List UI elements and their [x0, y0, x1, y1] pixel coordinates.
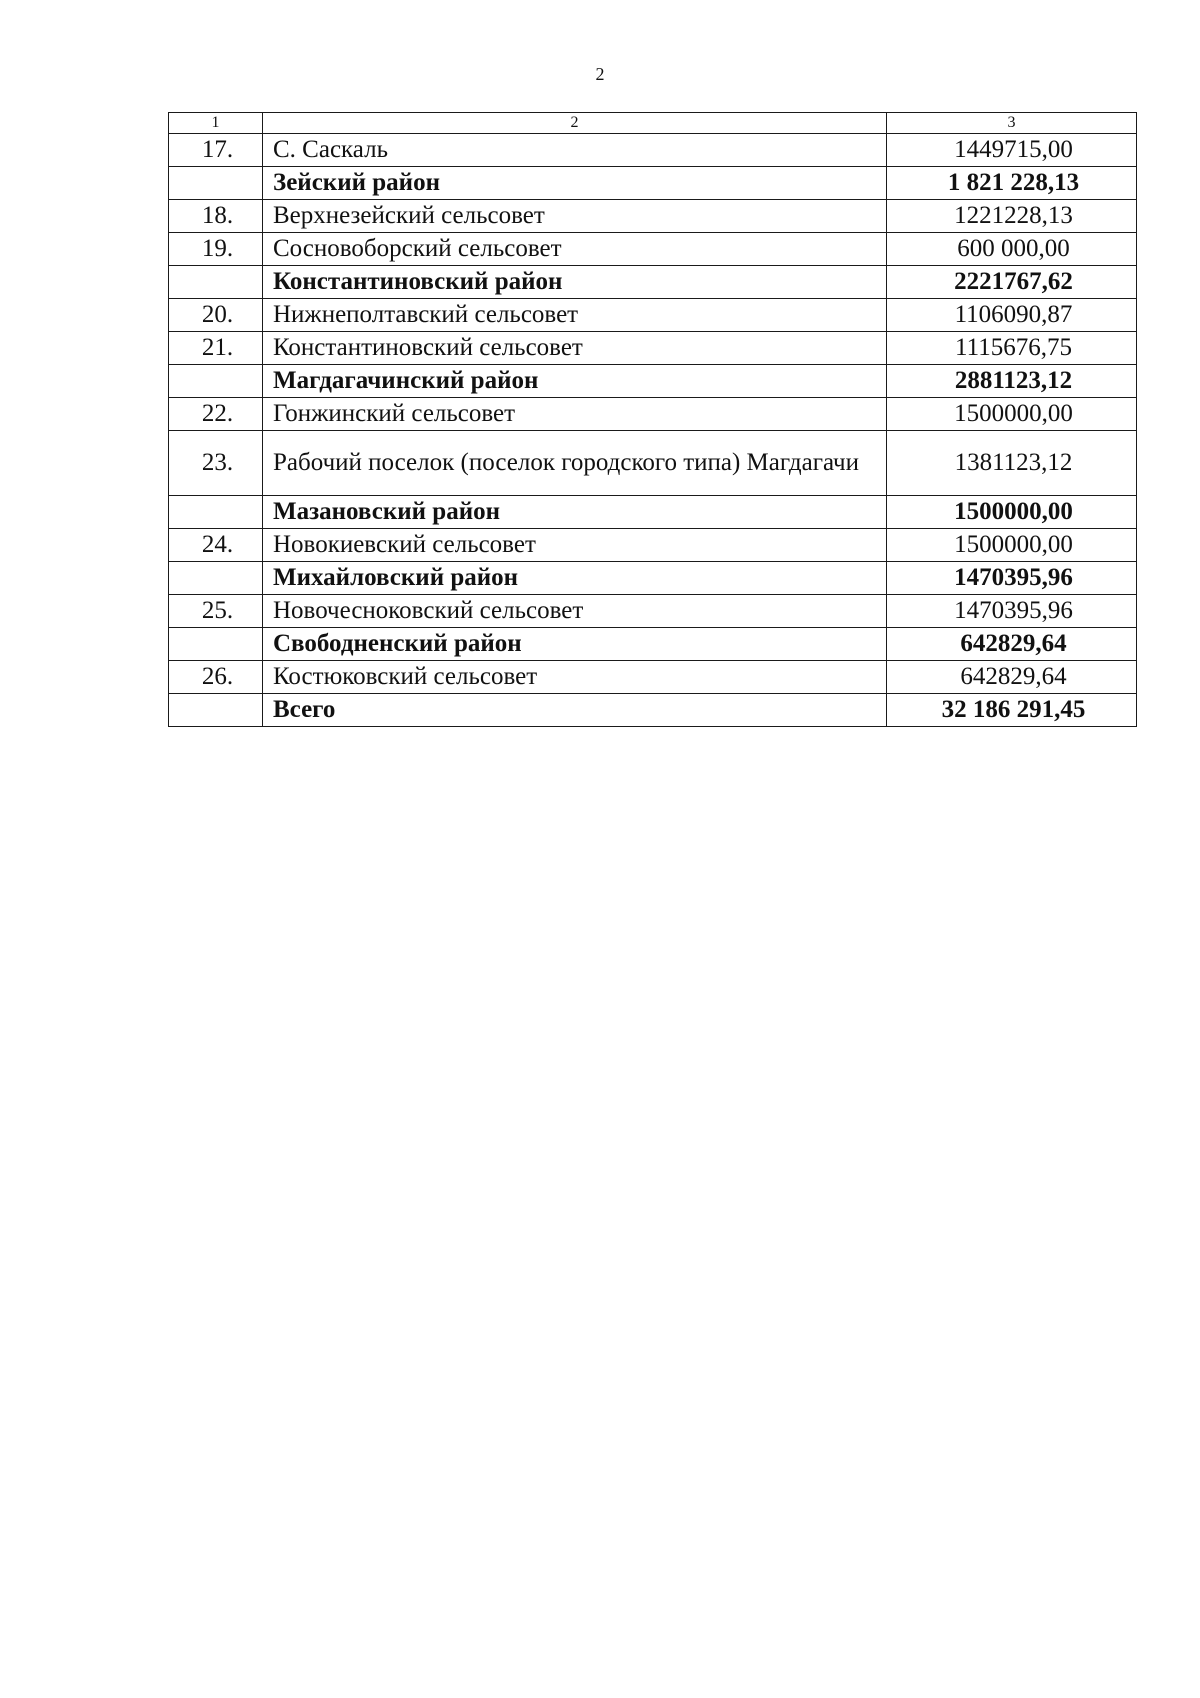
row-amount: 642829,64	[887, 661, 1137, 694]
row-number: 18.	[169, 200, 263, 233]
table-row	[169, 529, 1137, 562]
table-row-subtotal	[169, 628, 1137, 661]
allocation-table	[168, 112, 1137, 727]
row-number	[169, 496, 263, 529]
table-row	[169, 233, 1137, 266]
table-row	[169, 200, 1137, 233]
row-number: 25.	[169, 595, 263, 628]
row-name: Зейский район	[263, 167, 887, 200]
column-header-amount: 3	[887, 113, 1137, 134]
row-name: Гонжинский сельсовет	[263, 398, 887, 431]
row-amount: 1500000,00	[887, 398, 1137, 431]
row-number	[169, 266, 263, 299]
table-row	[169, 431, 1137, 496]
table-body	[169, 113, 1137, 727]
column-header-number: 1	[169, 113, 263, 134]
row-number: 22.	[169, 398, 263, 431]
row-name: Всего	[263, 694, 887, 727]
table-row	[169, 134, 1137, 167]
row-number: 26.	[169, 661, 263, 694]
row-number: 23.	[169, 431, 263, 496]
row-name: Нижнеполтавский сельсовет	[263, 299, 887, 332]
row-number: 24.	[169, 529, 263, 562]
row-amount: 1470395,96	[887, 595, 1137, 628]
table-row	[169, 299, 1137, 332]
row-amount: 1500000,00	[887, 496, 1137, 529]
row-number	[169, 365, 263, 398]
table-row	[169, 661, 1137, 694]
row-amount: 1115676,75	[887, 332, 1137, 365]
row-name: Магдагачинский район	[263, 365, 887, 398]
row-name: Верхнезейский сельсовет	[263, 200, 887, 233]
table-row-subtotal	[169, 365, 1137, 398]
row-name: Рабочий поселок (поселок городского типа) Магдагачи	[263, 431, 887, 496]
page-number: 2	[595, 64, 605, 84]
row-number: 21.	[169, 332, 263, 365]
table-row-subtotal	[169, 167, 1137, 200]
row-name: Костюковский сельсовет	[263, 661, 887, 694]
table-row	[169, 332, 1137, 365]
row-number	[169, 562, 263, 595]
row-amount: 1500000,00	[887, 529, 1137, 562]
row-amount: 600 000,00	[887, 233, 1137, 266]
row-amount: 1470395,96	[887, 562, 1137, 595]
table-header-row	[169, 113, 1137, 134]
row-number: 20.	[169, 299, 263, 332]
row-amount: 32 186 291,45	[887, 694, 1137, 727]
row-name: Свободненский район	[263, 628, 887, 661]
row-amount: 1449715,00	[887, 134, 1137, 167]
row-amount: 1221228,13	[887, 200, 1137, 233]
row-amount: 642829,64	[887, 628, 1137, 661]
row-number	[169, 694, 263, 727]
table-row-subtotal	[169, 562, 1137, 595]
row-number: 19.	[169, 233, 263, 266]
row-name: Новочесноковский сельсовет	[263, 595, 887, 628]
row-amount: 1106090,87	[887, 299, 1137, 332]
row-name: Константиновский район	[263, 266, 887, 299]
row-amount: 1 821 228,13	[887, 167, 1137, 200]
table-row	[169, 398, 1137, 431]
row-number	[169, 167, 263, 200]
row-name: Мазановский район	[263, 496, 887, 529]
row-name: Сосновоборский сельсовет	[263, 233, 887, 266]
row-name: Константиновский сельсовет	[263, 332, 887, 365]
table-row-subtotal	[169, 694, 1137, 727]
row-amount: 2221767,62	[887, 266, 1137, 299]
row-name: Новокиевский сельсовет	[263, 529, 887, 562]
row-number	[169, 628, 263, 661]
row-name: С. Саскаль	[263, 134, 887, 167]
row-name: Михайловский район	[263, 562, 887, 595]
row-amount: 1381123,12	[887, 431, 1137, 496]
row-amount: 2881123,12	[887, 365, 1137, 398]
table-row	[169, 595, 1137, 628]
row-number: 17.	[169, 134, 263, 167]
table-row-subtotal	[169, 266, 1137, 299]
table-row-subtotal	[169, 496, 1137, 529]
column-header-name: 2	[263, 113, 887, 134]
